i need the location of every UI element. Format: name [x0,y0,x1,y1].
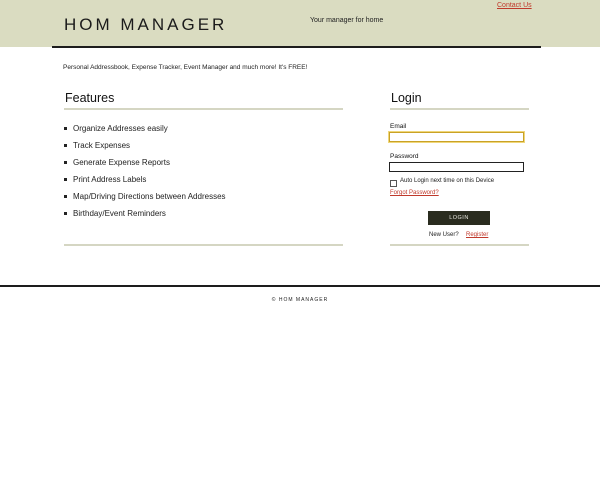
password-field[interactable] [389,162,524,172]
login-top-divider [390,108,529,110]
feature-label: Map/Driving Directions between Addresses [73,192,226,201]
contact-us-link[interactable]: Contact Us [497,2,532,9]
features-list [64,120,226,222]
feature-label: Birthday/Event Reminders [73,209,166,218]
feature-label: Generate Expense Reports [73,158,170,167]
register-link[interactable]: Register [466,232,489,238]
list-item [64,205,226,222]
bullet-icon [64,127,67,130]
feature-label: Print Address Labels [73,175,147,184]
email-field[interactable] [389,132,524,142]
bullet-icon [64,178,67,181]
list-item [64,137,226,154]
footer-divider [0,285,600,287]
bullet-icon [64,161,67,164]
footer-copyright: © HOM MANAGER [271,297,329,303]
feature-label: Organize Addresses easily [73,124,168,133]
bullet-icon [64,212,67,215]
intro-text: Personal Addressbook, Expense Tracker, Event Manager and much more! It's FREE! [63,64,308,71]
feature-label: Track Expenses [73,141,131,150]
list-item [64,171,226,188]
email-label: Email [390,123,407,130]
tagline: Your manager for home [310,17,384,24]
auto-login-checkbox[interactable] [390,180,397,187]
features-bottom-divider [64,244,343,246]
login-title: Login [391,91,422,105]
features-top-divider [64,108,343,110]
login-button[interactable]: LOGIN [428,211,490,225]
password-label: Password [390,153,419,160]
login-bottom-divider [390,244,529,246]
list-item [64,154,226,171]
list-item [64,120,226,137]
auto-login-label: Auto Login next time on this Device [400,178,495,184]
bullet-icon [64,195,67,198]
brand-title: HOM MANAGER [64,15,228,34]
bullet-icon [64,144,67,147]
features-title: Features [65,91,115,105]
new-user-text: New User? [429,232,459,238]
forgot-password-link[interactable]: Forgot Password? [390,190,439,196]
header-divider [52,46,541,48]
list-item [64,188,226,205]
